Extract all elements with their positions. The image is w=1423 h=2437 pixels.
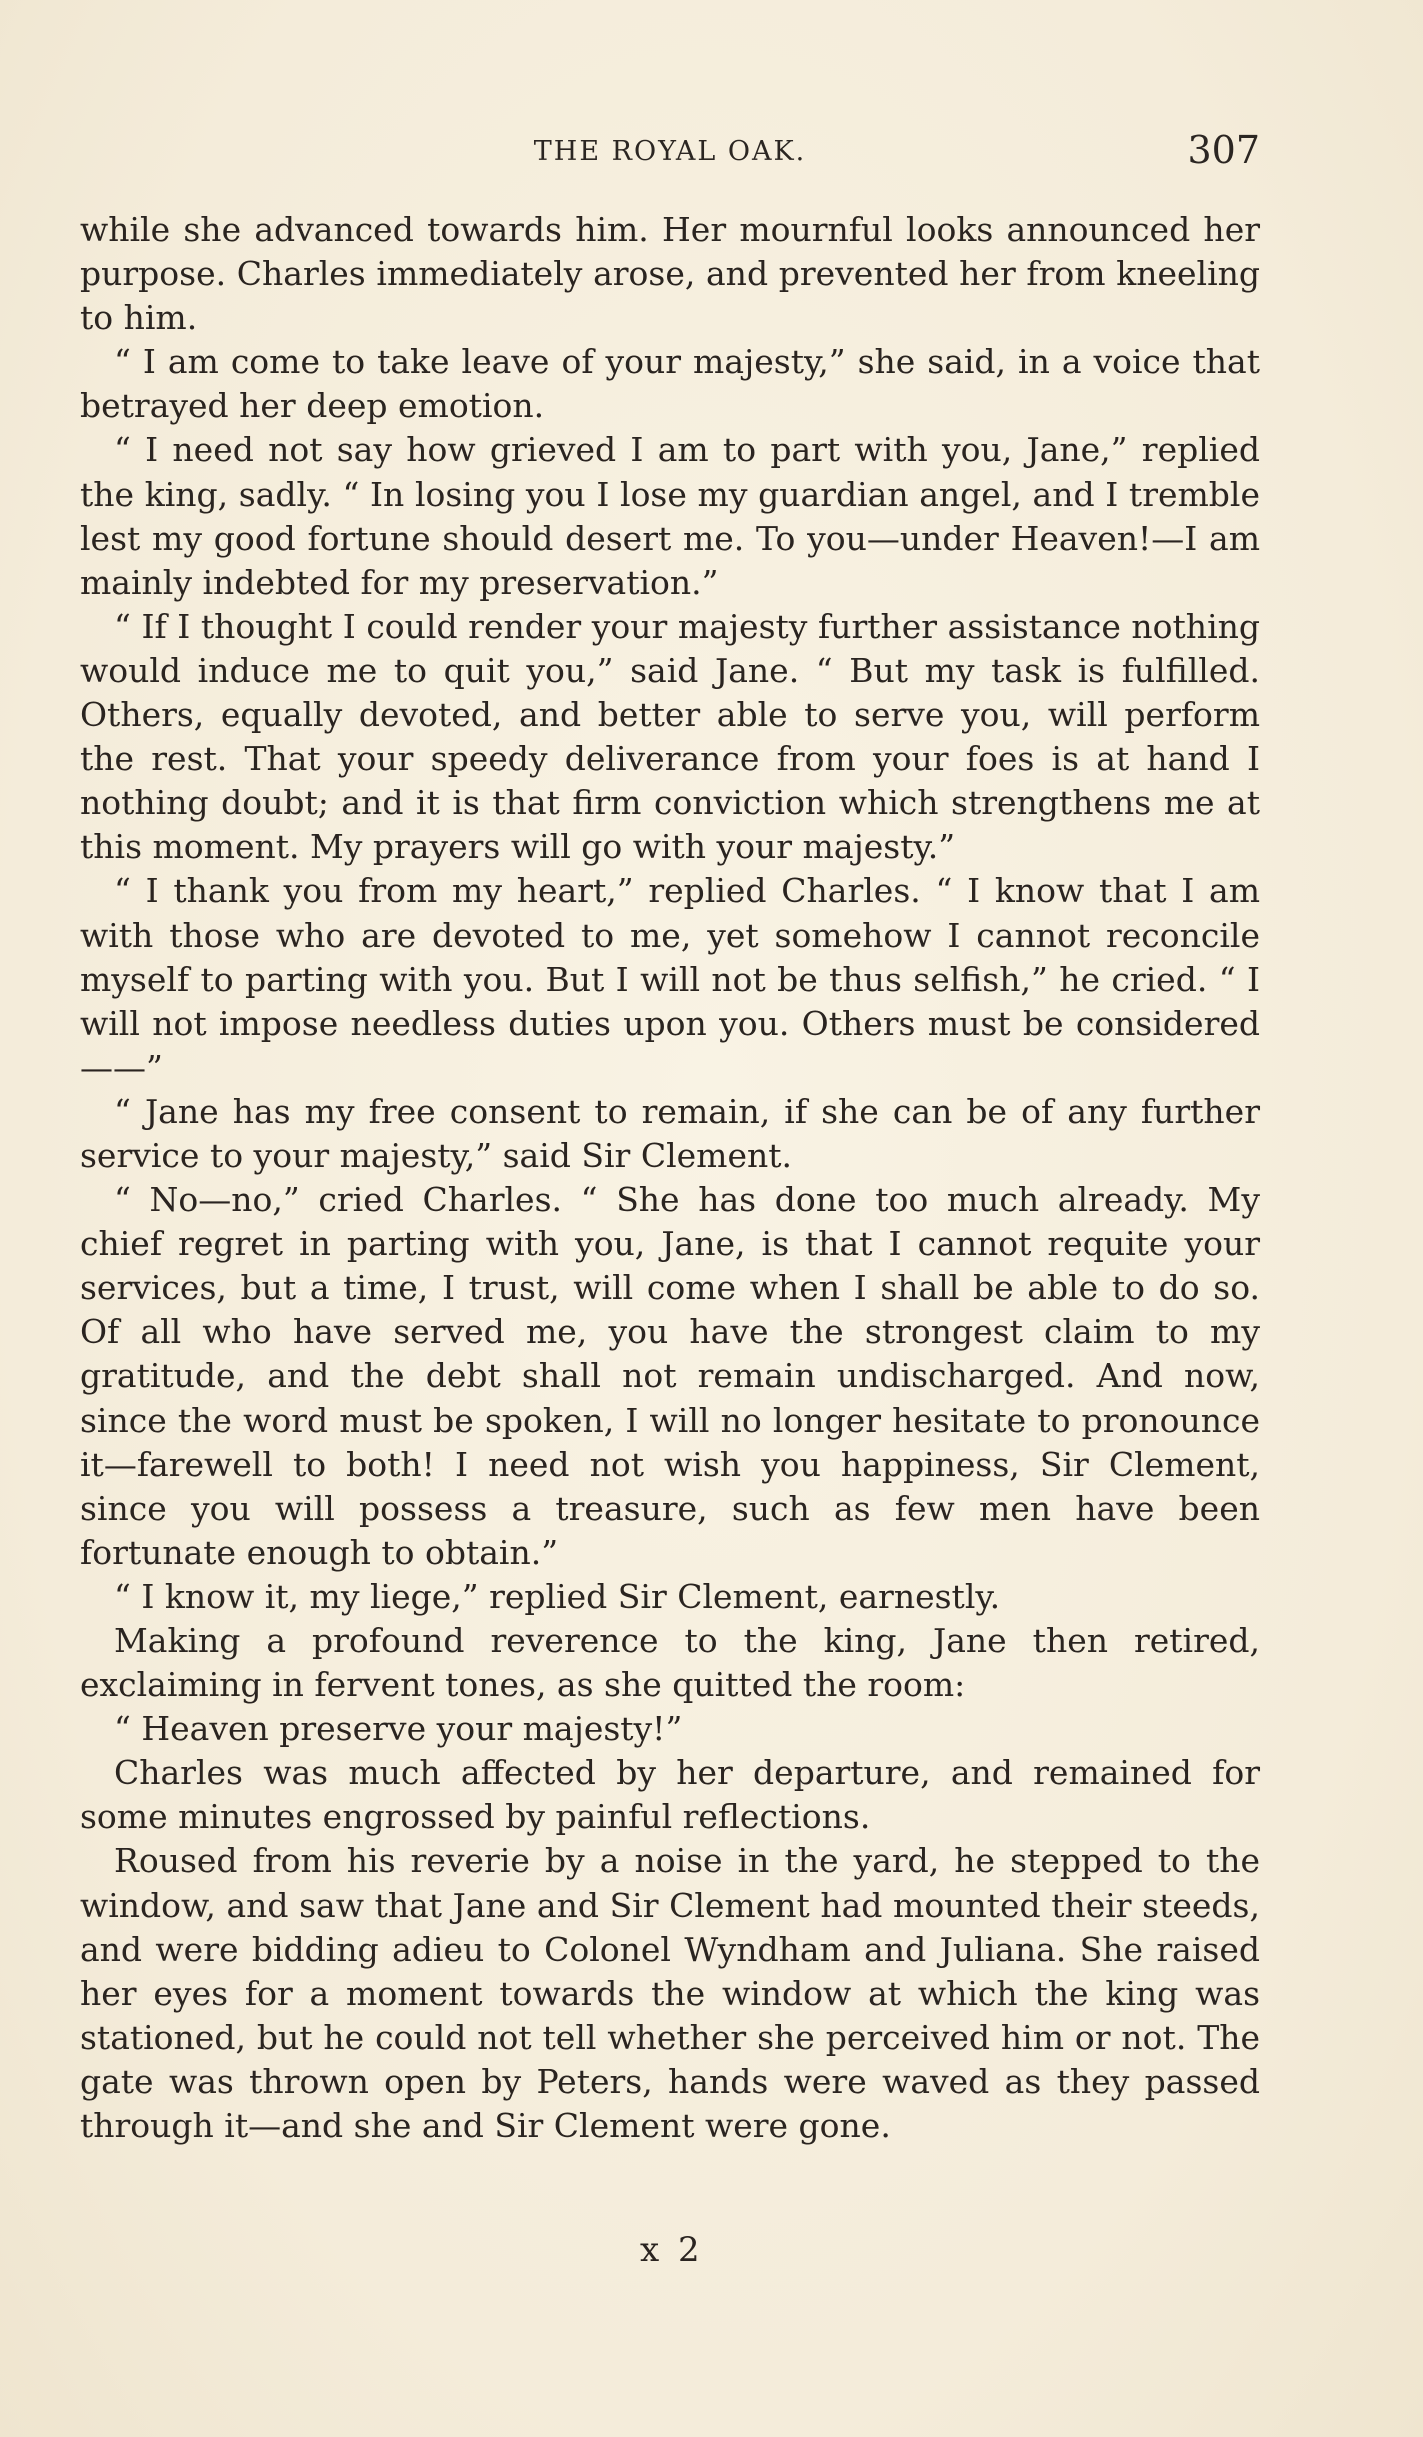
paragraph: Roused from his reverie by a noise in the yard, he stepped to the window, and saw that Jane and Sir Clement had mounted their steeds, and were bidding adieu to Colonel Wyndham and Juliana. She raised her eyes for a moment towards the window at which the king was stationed, but he could not tell whether she perceived him or not. The gate was thrown open by Peters, hands were waved as they passed through it—and she and Sir Clement were gone. [80, 1841, 1260, 2146]
paragraph: “ I am come to take leave of your majesty,” she said, in a voice that betrayed her deep emotion. [80, 342, 1260, 426]
signature-mark: x 2 [640, 2230, 704, 2270]
paragraph: “ I know it, my liege,” replied Sir Clement, earnestly. [114, 1576, 1001, 1616]
page-header [80, 128, 1260, 178]
running-title: THE ROYAL OAK. [533, 136, 807, 167]
paragraph: “ If I thought I could render your majesty further assistance nothing would induce me to quit you,” said Jane. “ But my task is fulfilled. Others, equally devoted, and better able to serve you, will perform the rest. That your speedy deliverance from your foes is at hand I nothing doubt; and it is that firm conviction which strengthens me at this moment. My prayers will go with your majesty.” [80, 606, 1260, 867]
paragraph: “ Jane has my free consent to remain, if she can be of any further service to your majesty,” said Sir Clement. [80, 1091, 1260, 1175]
body-text [80, 208, 1260, 2148]
paragraph: “ I need not say how grieved I am to part with you, Jane,” replied the king, sadly. “ In losing you I lose my guardian angel, and I tremble lest my good fortune should desert me. To you—under Heaven!—I am mainly indebted for my preservation.” [80, 430, 1260, 602]
paragraph: Charles was much affected by her departure, and remained for some minutes engrossed by painful reflections. [80, 1753, 1260, 1837]
page-number: 307 [1187, 128, 1260, 172]
paragraph: while she advanced towards him. Her mournful looks announced her purpose. Charles immediately arose, and prevented her from kneeling to him. [80, 210, 1260, 338]
paragraph: “ No—no,” cried Charles. “ She has done too much already. My chief regret in parting with you, Jane, is that I cannot requite your services, but a time, I trust, will come when I shall be able to do so. Of all who have served me, you have the strongest claim to my gratitude, and the debt shall not remain undischarged. And now, since the word must be spoken, I will no longer hesitate to pronounce it—farewell to both! I need not wish you happiness, Sir Clement, since you will possess a treasure, such as few men have been fortunate enough to obtain.” [80, 1180, 1260, 1572]
paragraph: “ I thank you from my heart,” replied Charles. “ I know that I am with those who are devoted to me, yet somehow I cannot reconcile myself to parting with you. But I will not be thus selfish,” he cried. “ I will not impose needless duties upon you. Others must be considered——” [80, 871, 1260, 1087]
paragraph: Making a profound reverence to the king, Jane then retired, exclaiming in fervent tones, as she quitted the room: [80, 1621, 1260, 1705]
paragraph: “ Heaven preserve your majesty!” [114, 1709, 683, 1749]
